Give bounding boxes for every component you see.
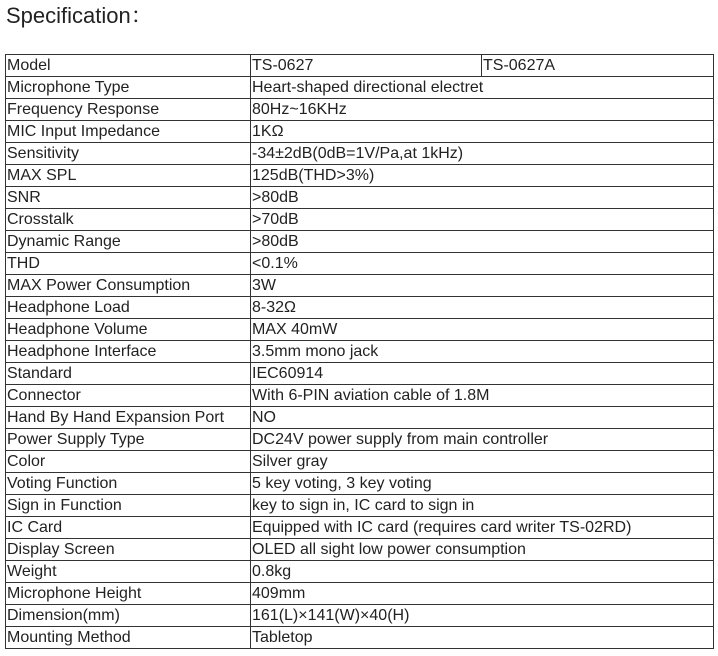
spec-label: Hand By Hand Expansion Port — [6, 407, 251, 429]
table-row-model — [6, 55, 714, 77]
table-row — [6, 363, 714, 385]
spec-value: With 6-PIN aviation cable of 1.8M — [251, 385, 714, 407]
spec-value: OLED all sight low power consumption — [251, 539, 714, 561]
table-row — [6, 517, 714, 539]
table-row — [6, 143, 714, 165]
spec-label: Color — [6, 451, 251, 473]
spec-label: SNR — [6, 187, 251, 209]
table-row — [6, 561, 714, 583]
spec-label: MAX SPL — [6, 165, 251, 187]
spec-value: DC24V power supply from main controller — [251, 429, 714, 451]
spec-label: Sign in Function — [6, 495, 251, 517]
spec-label: Microphone Type — [6, 77, 251, 99]
spec-label: Frequency Response — [6, 99, 251, 121]
spec-value: Heart-shaped directional electret — [251, 77, 714, 99]
spec-label: THD — [6, 253, 251, 275]
table-row — [6, 539, 714, 561]
spec-label: Weight — [6, 561, 251, 583]
spec-label: Dynamic Range — [6, 231, 251, 253]
table-row — [6, 187, 714, 209]
spec-label: MIC Input Impedance — [6, 121, 251, 143]
spec-value: >70dB — [251, 209, 714, 231]
table-row — [6, 99, 714, 121]
spec-value: IEC60914 — [251, 363, 714, 385]
spec-value: 409mm — [251, 583, 714, 605]
spec-label: Voting Function — [6, 473, 251, 495]
table-row — [6, 429, 714, 451]
table-row — [6, 495, 714, 517]
spec-value: 3.5mm mono jack — [251, 341, 714, 363]
table-row — [6, 451, 714, 473]
table-row — [6, 473, 714, 495]
spec-value: >80dB — [251, 187, 714, 209]
spec-value: 5 key voting, 3 key voting — [251, 473, 714, 495]
spec-label: Crosstalk — [6, 209, 251, 231]
spec-value: <0.1% — [251, 253, 714, 275]
table-row — [6, 209, 714, 231]
table-row — [6, 627, 714, 649]
table-row — [6, 275, 714, 297]
spec-value: NO — [251, 407, 714, 429]
spec-label: Headphone Volume — [6, 319, 251, 341]
spec-value: >80dB — [251, 231, 714, 253]
spec-value: 125dB(THD>3%) — [251, 165, 714, 187]
spec-value: 80Hz~16KHz — [251, 99, 714, 121]
spec-label: Microphone Height — [6, 583, 251, 605]
spec-label: Model — [6, 55, 251, 77]
spec-value: Equipped with IC card (requires card writer TS-02RD) — [251, 517, 714, 539]
table-row — [6, 583, 714, 605]
table-row — [6, 319, 714, 341]
spec-label: Sensitivity — [6, 143, 251, 165]
spec-value: Tabletop — [251, 627, 714, 649]
spec-label: Display Screen — [6, 539, 251, 561]
spec-value: 8-32Ω — [251, 297, 714, 319]
spec-label: Power Supply Type — [6, 429, 251, 451]
spec-label: Connector — [6, 385, 251, 407]
table-row — [6, 121, 714, 143]
table-row — [6, 231, 714, 253]
table-row — [6, 77, 714, 99]
spec-value: Silver gray — [251, 451, 714, 473]
table-row — [6, 165, 714, 187]
spec-label: MAX Power Consumption — [6, 275, 251, 297]
spec-label: Headphone Interface — [6, 341, 251, 363]
spec-value: MAX 40mW — [251, 319, 714, 341]
spec-value: 161(L)×141(W)×40(H) — [251, 605, 714, 627]
table-row — [6, 253, 714, 275]
table-row — [6, 297, 714, 319]
spec-label: Headphone Load — [6, 297, 251, 319]
table-row — [6, 385, 714, 407]
model-variant-2: TS-0627A — [482, 55, 714, 77]
spec-label: Dimension(mm) — [6, 605, 251, 627]
table-row — [6, 605, 714, 627]
specification-table-body — [6, 55, 714, 649]
page-title: Specification： — [6, 3, 153, 28]
spec-label: Standard — [6, 363, 251, 385]
specification-table — [5, 54, 714, 649]
spec-value: -34±2dB(0dB=1V/Pa,at 1kHz) — [251, 143, 714, 165]
spec-value: 3W — [251, 275, 714, 297]
spec-value: key to sign in, IC card to sign in — [251, 495, 714, 517]
spec-value: 1KΩ — [251, 121, 714, 143]
spec-label: Mounting Method — [6, 627, 251, 649]
spec-label: IC Card — [6, 517, 251, 539]
spec-value: 0.8kg — [251, 561, 714, 583]
table-row — [6, 341, 714, 363]
model-variant-1: TS-0627 — [251, 55, 482, 77]
table-row — [6, 407, 714, 429]
